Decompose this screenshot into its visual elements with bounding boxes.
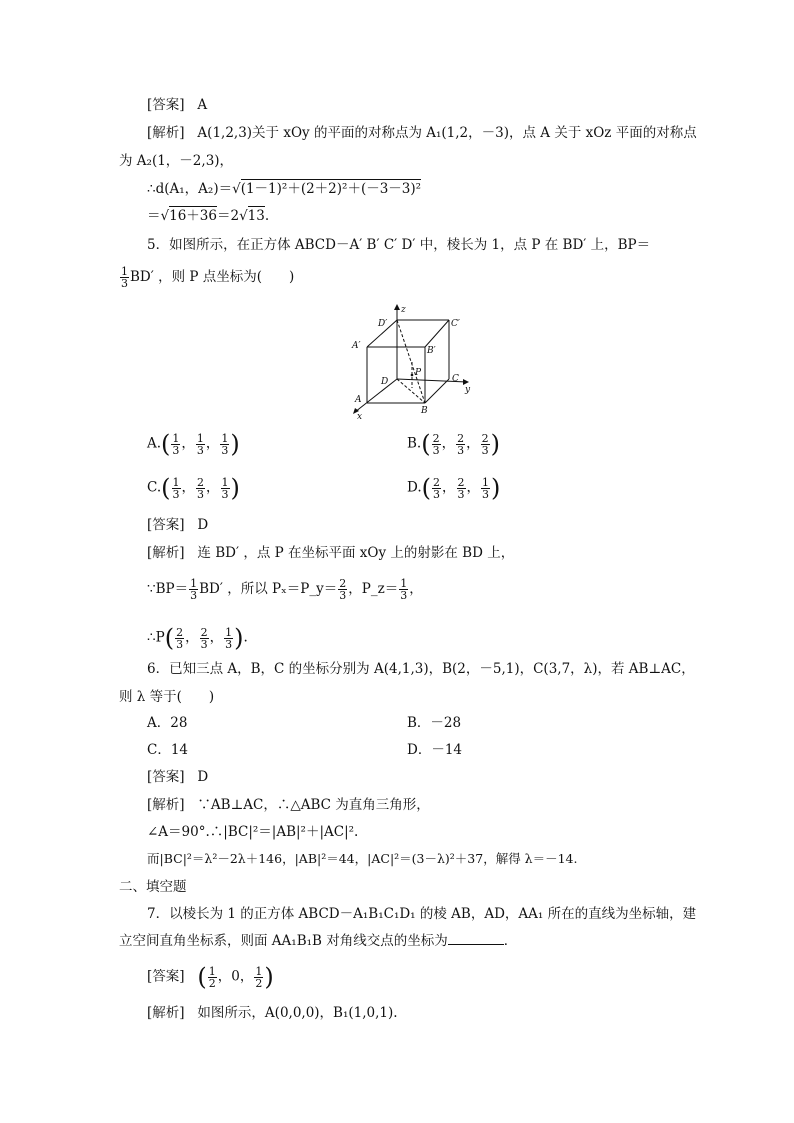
- label-B: B: [421, 406, 428, 416]
- label-D1: D′: [378, 319, 388, 329]
- label-B1: B′: [427, 346, 436, 356]
- q4-answer-line: [147, 96, 207, 114]
- answer-tag: [答案]: [147, 97, 185, 113]
- result-end: .: [264, 208, 270, 224]
- analysis-text: 如图所示，A(0,0,0)，B₁(1,0,1).: [197, 1005, 398, 1021]
- q4-distance-result: ＝√16＋36＝2√13.: [147, 208, 270, 224]
- analysis-text: A(1,2,3)关于 xOy 的平面的对称点为 A₁(1,2，－3)，点 A 关于 xOz 平面的对称点: [197, 125, 697, 141]
- answer-tag: [答案]: [147, 517, 185, 533]
- q5-option-a[interactable]: A.( $\frac{1}{3}$ ， $\frac{1}{3}$ ， $\frac{1}{3}$ ): [147, 430, 240, 458]
- q5-option-d[interactable]: D.( $\frac{2}{3}$ ， $\frac{2}{3}$ ， $\frac{1}{3}$ ): [407, 474, 501, 502]
- q6-stem-line2: 则 λ 等于( ): [119, 689, 215, 705]
- q5-analysis-line1: [147, 544, 514, 562]
- q5-option-b[interactable]: B.( $\frac{2}{3}$ ， $\frac{2}{3}$ ， $\frac{2}{3}$ ): [407, 430, 500, 458]
- q7-stem-line1: 7．以棱长为 1 的正方体 ABCD－A₁B₁C₁D₁ 的棱 AB，AD，AA₁ 所在的直线为坐标轴，建: [147, 906, 697, 922]
- q5-therefore-line: ∴P( $\frac{2}{3}$ ， $\frac{2}{3}$ ， $\frac{1}{3}$ ).: [147, 624, 248, 652]
- q4-analysis-line2: 为 A₂(1，－2,3)，: [119, 153, 234, 169]
- q5-because-line: ∵BP＝ $\frac{1}{3}$ BD′ ，所以 Pₓ＝P_y＝ $\frac{2}{3}$ ，P_z＝ $\frac{1}{3}$ ，: [147, 577, 423, 602]
- analysis-tag: [解析]: [147, 125, 185, 141]
- distance-radicand: (1－1)²＋(2＋2)²＋(－3－3)²: [240, 181, 422, 197]
- answer-value: A: [197, 97, 208, 113]
- answer-value: D: [197, 769, 209, 785]
- q5-answer-line: [147, 516, 208, 534]
- result-root: 13: [247, 208, 265, 224]
- distance-lhs: ∴d(A₁，A₂)＝: [147, 181, 233, 197]
- q7-analysis-line1: [147, 1004, 398, 1022]
- analysis-tag: [解析]: [147, 797, 185, 813]
- label-A: A: [355, 395, 362, 405]
- q6-analysis-line1: [147, 796, 430, 814]
- analysis-tag: [解析]: [147, 1005, 185, 1021]
- answer-blank[interactable]: [448, 932, 504, 945]
- q6-option-d[interactable]: D．－14: [407, 742, 463, 758]
- fraction: $\frac{1}{3}$: [121, 265, 128, 290]
- analysis-text: ∵AB⊥AC，∴△ABC 为直角三角形，: [197, 797, 430, 813]
- answer-tag: [答案]: [147, 769, 185, 785]
- result-eq: ＝2: [216, 208, 240, 224]
- q4-analysis-line1: [147, 124, 697, 142]
- result-radicand: 16＋36: [169, 208, 217, 224]
- q4-distance-formula: ∴d(A₁，A₂)＝√(1－1)²＋(2＋2)²＋(－3－3)²: [147, 181, 422, 197]
- answer-tag: [答案]: [147, 968, 185, 985]
- axis-y-label: y: [465, 385, 471, 395]
- analysis-tag: [解析]: [147, 545, 185, 561]
- section-title: 二、填空题: [119, 879, 187, 895]
- q5-stem-rest: BD′ ，则 P 点坐标为( ): [130, 269, 295, 285]
- axis-z-label: z: [401, 305, 406, 315]
- q5-stem-line1: 5．如图所示，在正方体 ABCD－A′ B′ C′ D′ 中，棱长为 1，点 P 在 BD′ 上，BP＝: [147, 237, 651, 253]
- q5-stem-line2: [119, 266, 294, 289]
- answer-value: D: [197, 517, 209, 533]
- q6-analysis-line2: ∠A＝90°.∴|BC|²＝|AB|²＋|AC|².: [147, 824, 359, 840]
- q6-option-b[interactable]: B．－28: [407, 715, 462, 731]
- q6-analysis-line3: 而|BC|²＝λ²－2λ＋146，|AB|²＝44，|AC|²＝(3－λ)²＋37，解得 λ＝－14.: [147, 851, 578, 866]
- label-P: P: [415, 368, 422, 378]
- q5-option-c[interactable]: C.( $\frac{1}{3}$ ， $\frac{2}{3}$ ， $\frac{1}{3}$ ): [147, 474, 240, 502]
- label-A1: A′: [352, 341, 361, 351]
- label-D: D: [381, 377, 389, 387]
- q6-option-a[interactable]: A．28: [147, 715, 188, 731]
- axis-x-label: x: [357, 412, 363, 420]
- q6-option-c[interactable]: C．14: [147, 742, 189, 758]
- label-C1: C′: [451, 319, 460, 329]
- result-prefix: ＝: [147, 208, 161, 224]
- q6-stem-line1: 6．已知三点 A，B，C 的坐标分别为 A(4,1,3)，B(2，－5,1)，C(3,7，λ)，若 AB⊥AC，: [147, 661, 695, 677]
- q6-answer-line: [147, 768, 208, 786]
- q7-stem-line2: 立空间直角坐标系，则面 AA₁B₁B 对角线交点的坐标为 ．: [119, 933, 518, 949]
- label-C: C: [452, 374, 459, 384]
- analysis-text: 连 BD′ ，点 P 在坐标平面 xOy 上的射影在 BD 上，: [197, 545, 515, 561]
- q7-answer-line: [答案] ( $\frac{1}{2}$ ，0， $\frac{1}{2}$ ): [147, 963, 274, 991]
- cube-figure: [345, 302, 480, 420]
